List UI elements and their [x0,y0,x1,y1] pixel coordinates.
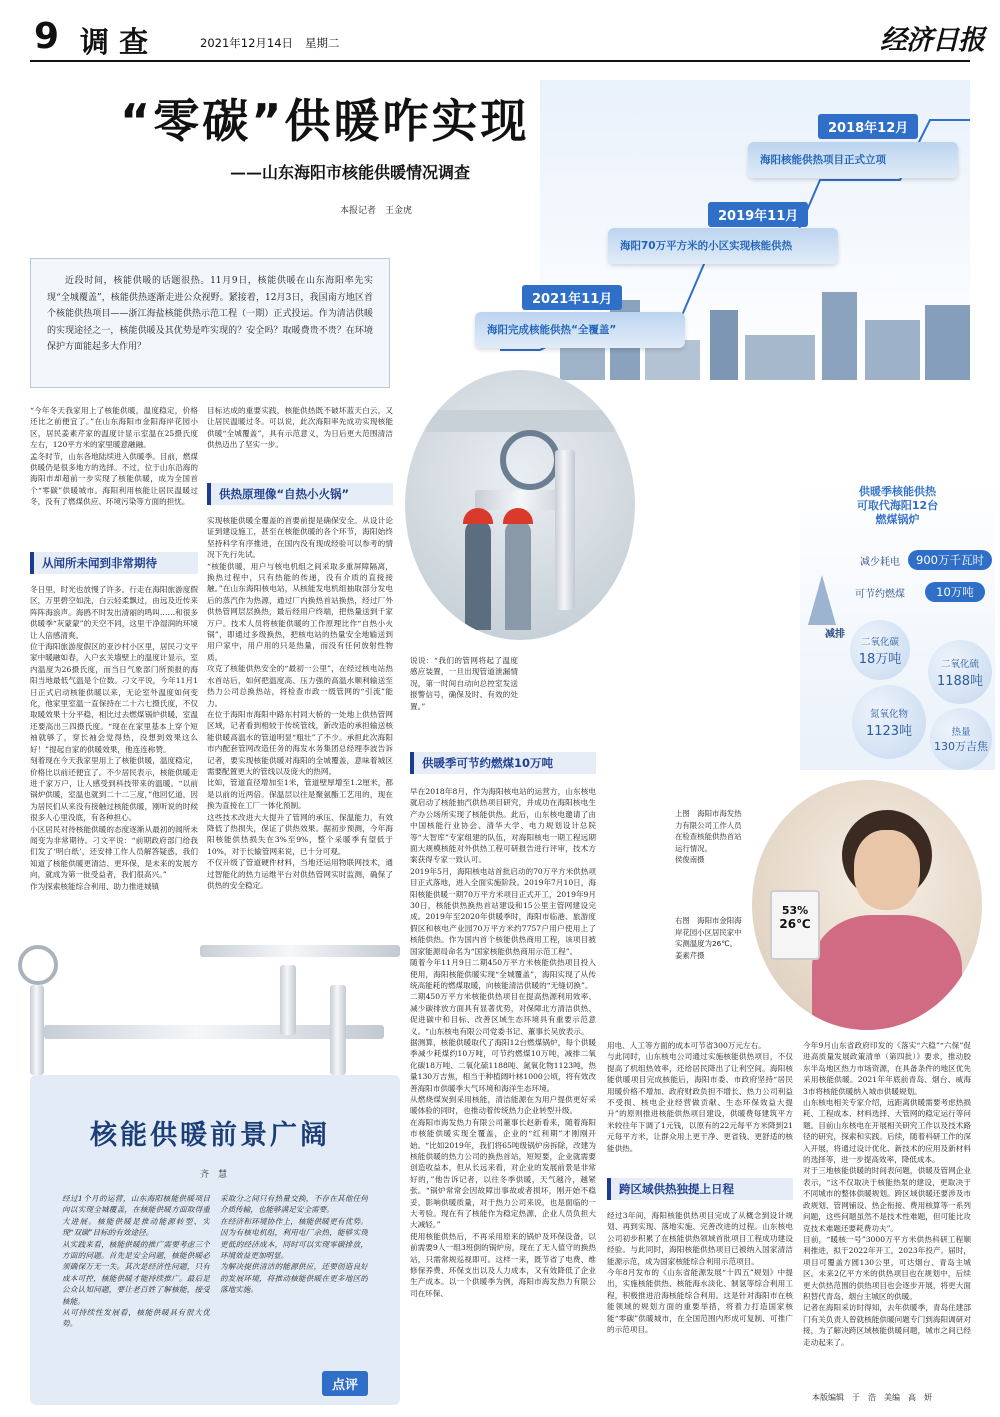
col4-subheading: 跨区域供热独提上日程 [607,1178,793,1200]
resident-face [854,830,920,910]
stat-nox-value: 1123吨 [865,723,913,739]
pressure-gauge-icon [18,945,58,985]
stat-co2-label: 二氧化碳 [860,636,899,648]
article-byline: 本报记者 王金虎 [340,206,413,216]
commentary-col2: 采取分之间只有热量交换，不存在其他任何介质传输，也能够满足安全需要。 在经济和环境协作上，核能供暖更有优势。因为有核电机组，利用电厂余热，能够实现更低的经济成本，同时可以实现零碳排放，环境效益更加明显。 为解决提供清洁的能源供应，还要创造良好的发展环境，将推动核能供暖在更多地区的落地实施。 [220,1194,368,1295]
timeline-date-2021: 2021年11月 [522,285,622,310]
col4-body: 用电、人工等方面的成本可节省300万元左右。 与此同时，山东核电公司通过实施核能供热项目，不仅提高了机组热效率，还给居民降出了让利空间。海阳核能供暖项目完成核能后，海阳市委、市政府坚持“居民用暖价格不增加、政府财政负担不增长、热力公司利益不受损、核电企业经营做贡献、生态环保效益大提升”的原则推进核能供热项目建设，供暖费每建筑平方米较往年下调了1元钱，以原有的22元每平方米降到21元每平方米，让群众用上更干净、更省钱、更舒适的核能供热。 [607,1041,793,1153]
col1-subheading: 从闻所未闻到非常期待 [30,552,198,574]
timeline-item-2019 [608,228,838,264]
hard-hat-icon [463,508,493,524]
stat-nox [852,685,926,759]
timeline-item-2021 [475,312,685,348]
worker-figure [505,520,531,630]
stat-heat-value: 130万吉焦 [934,740,988,753]
timeline-date-2019: 2019年11月 [708,202,808,227]
page-header [0,0,1000,62]
stat-so2 [928,640,992,704]
photo-caption-top: 上图 海阳市海发热力有限公司工作人员在检查核能供热首站运行情况。 侯俊南摄 [675,809,742,864]
thermometer-temperature: 26℃ [779,917,811,931]
commentary-title: 核能供暖前景广阔 [90,1120,330,1151]
stat-so2-value: 1188吨 [936,673,984,689]
boiler-room-photo [405,370,635,640]
col3-subheading: 供暖季可节约燃煤10万吨 [410,752,596,774]
masthead-logo: 经济日报 [880,25,984,56]
stats-title-line1: 供暖季核能供热 [859,485,936,498]
commentary-author: 齐 慧 [200,1170,228,1180]
commentary-tag: 点评 [322,1371,368,1396]
article-subtitle: ——山东海阳市核能供暖情况调查 [230,163,471,182]
stat-heat-label: 热量 [951,727,971,738]
stat-coal-label: 可节约燃煤 [855,589,905,600]
col1-intro: “今年冬天我家用上了核能供暖，温度稳定，价格还比之前便宜了。”在山东海阳市金阳海岸花园小区，居民姜素芹家的温度计显示室温在25摄氏度左右，120平方米的家里暖意融融。 孟冬时节，山东各地陆续进入供暖季。目前，燃煤供暖仍是很多地方的选择。不过，位于山东沿海的海阳市却超前一步实现了核能供暖，成为全国首个“零碳”供暖城市。海阳利用核能让居民温暖过冬，没有了燃煤供应、环境污染等方面的担忧。 [30,406,198,507]
commentary-col1: 经过1个月的运营，山东海阳核能供暖项目向以实现全城覆盖，在核能供暖方面取得重大进展。核能供暖是推动能源转型、实现“双碳”目标的有效途径。 从实践来看，核能供暖的推广需要考虑三个方面的问题。首先是安全问题，核能供暖必须确保万无一失。其次是经济性问题，只有成本可控，核能供暖才能持续推广。最后是公众认知问题，要让老百姓了解核能，接受核能。 从可持续性发展看，核能供暖具有很大优势。 [62,1194,210,1329]
timeline-text-2019: 海阳70万平方米的小区实现核能供热 [620,240,793,252]
worker-figure [465,520,491,630]
stat-co2 [850,620,910,680]
stat-co2-value: 18万吨 [858,651,902,667]
power-tower-icon [808,575,836,625]
timeline-item-2018 [748,142,958,178]
lead-text: 近段时间，核能供暖的话题很热。11月9日，核能供暖在山东海阳率先实现“全城覆盖”，核能供热逐渐走进公众视野。紧接着，12月3日，我国南方地区首个核能供热项目——浙江海盐核能供热示范工程（一期）正式投运。作为清洁供暖的实现途径之一，核能供暖及其优势是咋实现的？安全吗？取暖费贵不贵？在环境保护方面能起多大作用？ [47,276,373,353]
resident-body [812,915,962,1030]
timeline-date-2018: 2018年12月 [818,114,918,139]
stat-power-value: 900万千瓦时 [908,550,992,570]
article-title: “零碳”供暖咋实现 [120,94,530,148]
issue-weekday: 星期二 [305,36,340,50]
timeline-text-2018: 海阳核能供热项目正式立项 [760,154,886,166]
col3-body: 早在2018年8月，作为海阳核电站的运营方，山东核电就启动了核能抽汽供热项目研究，并成功在海阳核电生产办公场所实现了核能供热。此后，山东核电邀请了由中国核能行业协会、清华大学、电力规划设计总院等“大智库”专家组建的队伍，对海阳核电一期工程远期面大规模核能对外供热工程可研报告进行评审，技术方案获得专家一致认可。 2019年5月，海阳核电站首批启动的70万平方米供热项目正式落地，进入全面实施阶段。2019年7月10日，海阳核能供暖一期70万平方米项目正式开工，2019年9月30日，核能供热换热首站建设和15公里主管网建设完成。2019年至2020年供暖季时，海阳市临港、旅游度假区和核电产业园70万平方米约7757户用户使用上了核能供热。作为国内首个核能供热商用工程，该项目被国家能源局命名为“国家核能供热商用示范工程”。 随着今年11月9日二期450万平方米核能供热项目投入使用，海阳核能供暖实现“全城覆盖”，海阳实现了从传统高能耗的燃煤取暖，向核能清洁供暖的“无缝切换”。 二期450万平方米核能供热项目在提高热源利用效率、减少碳排放方面具有显著优势，对保障北方清洁供热、促进碳中和目标、改善区域生态环境具有重要示范意义。“山东核电有限公司党委书记、董事长吴放表示。 据测算，核能供暖取代了海阳12台燃煤锅炉，每个供暖季减少耗煤约10万吨，可节约燃煤10万吨，减排二氧化碳18万吨、二氧化硫1188吨、氮氧化物1123吨，热量130万吉焦，相当于种植阔叶林1000公顷，将有效改善海阳市供暖季大气环境和海洋生态环境。 从燃烧煤炭到采用核能，清洁能源在为用户提供更好采暖体验的同时，也推动着传统热力企业转型升级。 在海阳市海发热力有限公司董事长赵新看来，随着海阳市核能供暖实现全覆盖，企业的“红利期”才刚刚开始。“比如2019年，我们将65吨级锅炉房拆除，改建为核能供暖的热力公司的换热首站，短短要，企业就需要创造收益本，但从长远来看，对企业的发展前景是非常好的，”他告诉记者，以往冬季供暖，天气越冷，越紧张。“锅炉常常会因故障出事故或者损坏，刚开始不稳妥，影响供暖质量，对于热力公司来说，也是面临的一大考验。现在有了核能作为稳定热源，企业人员负担大大减轻。” 使用核能供热后，不再采用原来的锅炉及环保设备，以前需要9人一组3班倒的锅炉房，现在了无人值守的换热站，只需常规巡视即可。这样一来，既节省了电费、维修保养费、环保支出以及人力成本，又有效降低了企业生产成本。以一个供暖季为例，海阳市海发热力有限公司在环保、 [410,787,596,1298]
stat-nox-label: 氮氧化物 [869,708,908,720]
thermometer-humidity: 53% [781,904,809,917]
col2-top: 目标达成的重要实践，核能供热既不破坏蓝天白云，又让居民温暖过冬。可以说，此次海阳率先成功实现核能供暖“全城覆盖”，具有示范意义，为日后更大范围清洁供热迈出了坚实一步。 [207,406,393,450]
photo-caption-bottom: 右图 海阳市金阳海岸花园小区居民家中实测温度为26℃。 姜素芹摄 [675,916,742,960]
page-number: 9 [34,16,60,57]
valve-wheel-icon [500,430,560,490]
hard-hat-icon [503,508,533,524]
stats-title [805,485,990,527]
editor-credit: 本版编辑 于 浩 美编 高 妍 [812,1393,932,1402]
timeline-graphic [487,80,970,380]
col2-subheading: 供热原理像“自热小火锅” [207,483,393,505]
header-rule [30,60,970,62]
col3-quote: 说说：“我们的管网将起了温度感应装置，一旦出现管道泄漏情况，第一时间自动向总控室发送报警信号，确保及时、有效的处置。” [410,656,518,711]
commentary-box [30,1075,400,1405]
stat-coal-value: 10万吨 [925,582,985,602]
stats-title-line2: 可取代海阳12台 [856,499,939,512]
lead-box [30,258,390,388]
col1-body: 冬日里，时光也放慢了许多。行走在海阳旅游度假区，万里碧空如洗，白云轻柔飘过，由远及近传来阵阵海浪声。海鸥不时发出清丽的鸣叫……和很多供暖季“灰蒙蒙”的天空不同，这里干净湿润的环境让人倍感清爽。 位于海阳旅游度假区的亚沙村小区里，居民刁文平家中暖融如春，入户玄关墙壁上的温度计显示，室内温度为26摄氏度，而当日气象部门所预报的海阳当地最低气温是个位数。刁文平说，今年11月1日正式启动核能供暖以来，无论室外温度如何变化，他家里室温一直保持在二十六七摄氏度，不仅取暖效果十分平稳，相比过去燃煤锅炉供暖，室温还要高出三四摄氏度。“现在在家里基本上穿个短袖就够了，穿长袖会觉得热，没想到效果这么好！”提起自家的供暖效果，他连连称赞。 刻着现在今天我家里用上了核能供暖，温度稳定，价格比以前还便宜了。不少居民表示，核能供暖走进千家万户，让人感受到科技带来的温暖。“以前锅炉供暖，室温也就到二十二三度，”他回忆道，因为居民们从来没有接触过核能供暖，刚听说的时候很多人心里没底，有各种担心。 小区居民对待核能供暖的态度逐渐从最初的闻所未闻变为非常期待。刁文平说：“前期政府部门给我们发了‘明白纸’，还安排工作人员解答疑惑，我们知道了核能供暖更清洁、更环保，是未来的发展方向，就成为第一批受益者，我们很高兴。” 作为探索核能综合利用、助力推进城镇 [30,585,198,891]
col4-body2: 经过3年间，海阳核能供热项目完成了从概念到设计规划、再到实现、落地实施、完善改进的过程。山东核电公司初步积累了在核能供热领域首批项目工程成功建设经验。与此同时，海阳核能供热项目已被纳入国家清洁能源示范，成为国家核能综合利用示范项目。 今年8月发布的《山东省能源发展“十四五”规划》中提出，实施核能供热、核能海水淡化、制氢等综合利用工程，积极推进沿海核能综合利用。这是针对海阳市在核能领域的规划方面的重要举措，将着力打造国家核能“零碳”供暖城市，在全国范围内形成可复制、可推广的示范项目。 [607,1211,793,1335]
stats-title-line3: 燃煤锅炉 [875,513,920,526]
col5-body: 今年9月山东省政府印发的《落实“六稳”“六保”促进高质量发展政策清单（第四批）》要求，推动胶东半岛地区热力市场资源，在具备条件的地区优先采用核能供暖。2021年年底前青岛、烟台、威海3市将核能供暖纳入城市供暖规划。 山东核电相关专家介绍，远距离供暖需要考虑热损耗、工程成本、材料选择、大管网的稳定运行等问题。目前山东核电在开展相关研究工作以及技术路径的研究，探索和实践。后续，随着科研工作的深入开展，将通过设计优化、新技术的应用及新材料的选择等，进一步提高效率，降低成本。 对于三地核能供暖的时间表问题，供暖及管网企业表示，“这不仅取决于核能热泵的建设，更取决于不同城市的整体供暖规划。跨区域供暖还要涉及市政规划、管网铺设、热企衔接、费用核算等一系列问题，这些问题虽然不是技术性难题，但可能比攻克技术难题还要耗费功夫”。 目前，“暖核一号”3000万平方米供热科研工程顺利推进，拟于2022年开工，2023年投产。届时，项目可覆盖方圆130公里，可达烟台、青岛主城区。未来2亿平方米的供热项目也在规划中，后续更大供热范围的供热项目也会逐步开展，将更大面积替代青岛、烟台主城区的供暖。 记者在海阳采访时得知，去年供暖季，青岛住建部门有关负责人曾就核能供暖问题专门到海阳调研对接，为了解决跨区域核能供暖问题，城市之间已经走动起来了。 [803,1041,971,1347]
col2-body: 实现核能供暖全覆盖的首要前提是确保安全。从设计论证到建设施工，甚至在核能供暖的各个环节，海阳始终坚持科学有序推进，在国内没有现成经验可以参考的情况下先行先试。 “核能供暖，用户与核电机组之间采取多重屏障隔离，换热过程中，只有热能的传递，没有介质的直接接触。”在山东海阳核电站，从核能发电机组抽取部分发电后的蒸汽作为热源，通过厂内换热首站换热，经过厂外供热管网层层换热，最后经用户终端，把热量送到千家万户。技术人员将核能供暖的工作原理比作“自热小火锅”，即通过多级换热，把核电站的热量安全地输送到用户家中，用户用的只是热量，而没有任何放射性物质。 攻克了核能供热安全的“最初一公里”，在经过核电站热水首站后，如何把温度高、压力强的高温水顺利输送至热力公司总换热站，将检查市政一级管网的“引流”能力。 在位于海阳市海阳中路东村同大桥的一处地上供热管网区域，记者看到相较于传统管线，新改造的承担输送核能供暖高温水的管道明显“粗壮”了不少。承担此次海阳市内配套管网改造任务的海发水务集团总经理李波告诉记者，要实现核能供暖对海阳的全城覆盖，意味着城区需要配置更大的管线以及庞大的热网。 比如，管道直径增加至1米，管道壁厚增至1.2厘米，都是以前的近两倍。保温层以往是聚氨酯工艺用的，现在换为直接在工厂一体化预制。 这些技术改进大大提升了管网的承压、保温能力，有效降低了热损失，保证了供热效果。据初步预测，今年海阳核能供热损失在3%至9%，整个采暖季有望低于10%，对于长输管网来说，已十分可观。 不仅升级了管道硬件材料，当地还运用物联网技术，通过智能化的热力运维平台对供热管网实时监测，确保了供热的安全稳定。 [207,516,393,890]
stat-so2-label: 二氧化硫 [940,658,979,670]
thermometer-device [770,890,820,960]
resident-photo [752,780,982,1030]
issue-date: 2021年12月14日 [200,36,294,50]
stat-power-label: 减少耗电 [860,557,900,568]
stat-reduce-label: 减排 [825,629,845,640]
stat-heat [930,708,992,770]
stats-infographic [800,480,995,770]
section-name: 调 查 [80,25,149,59]
timeline-text-2021: 海阳完成核能供热“全覆盖” [487,324,617,336]
